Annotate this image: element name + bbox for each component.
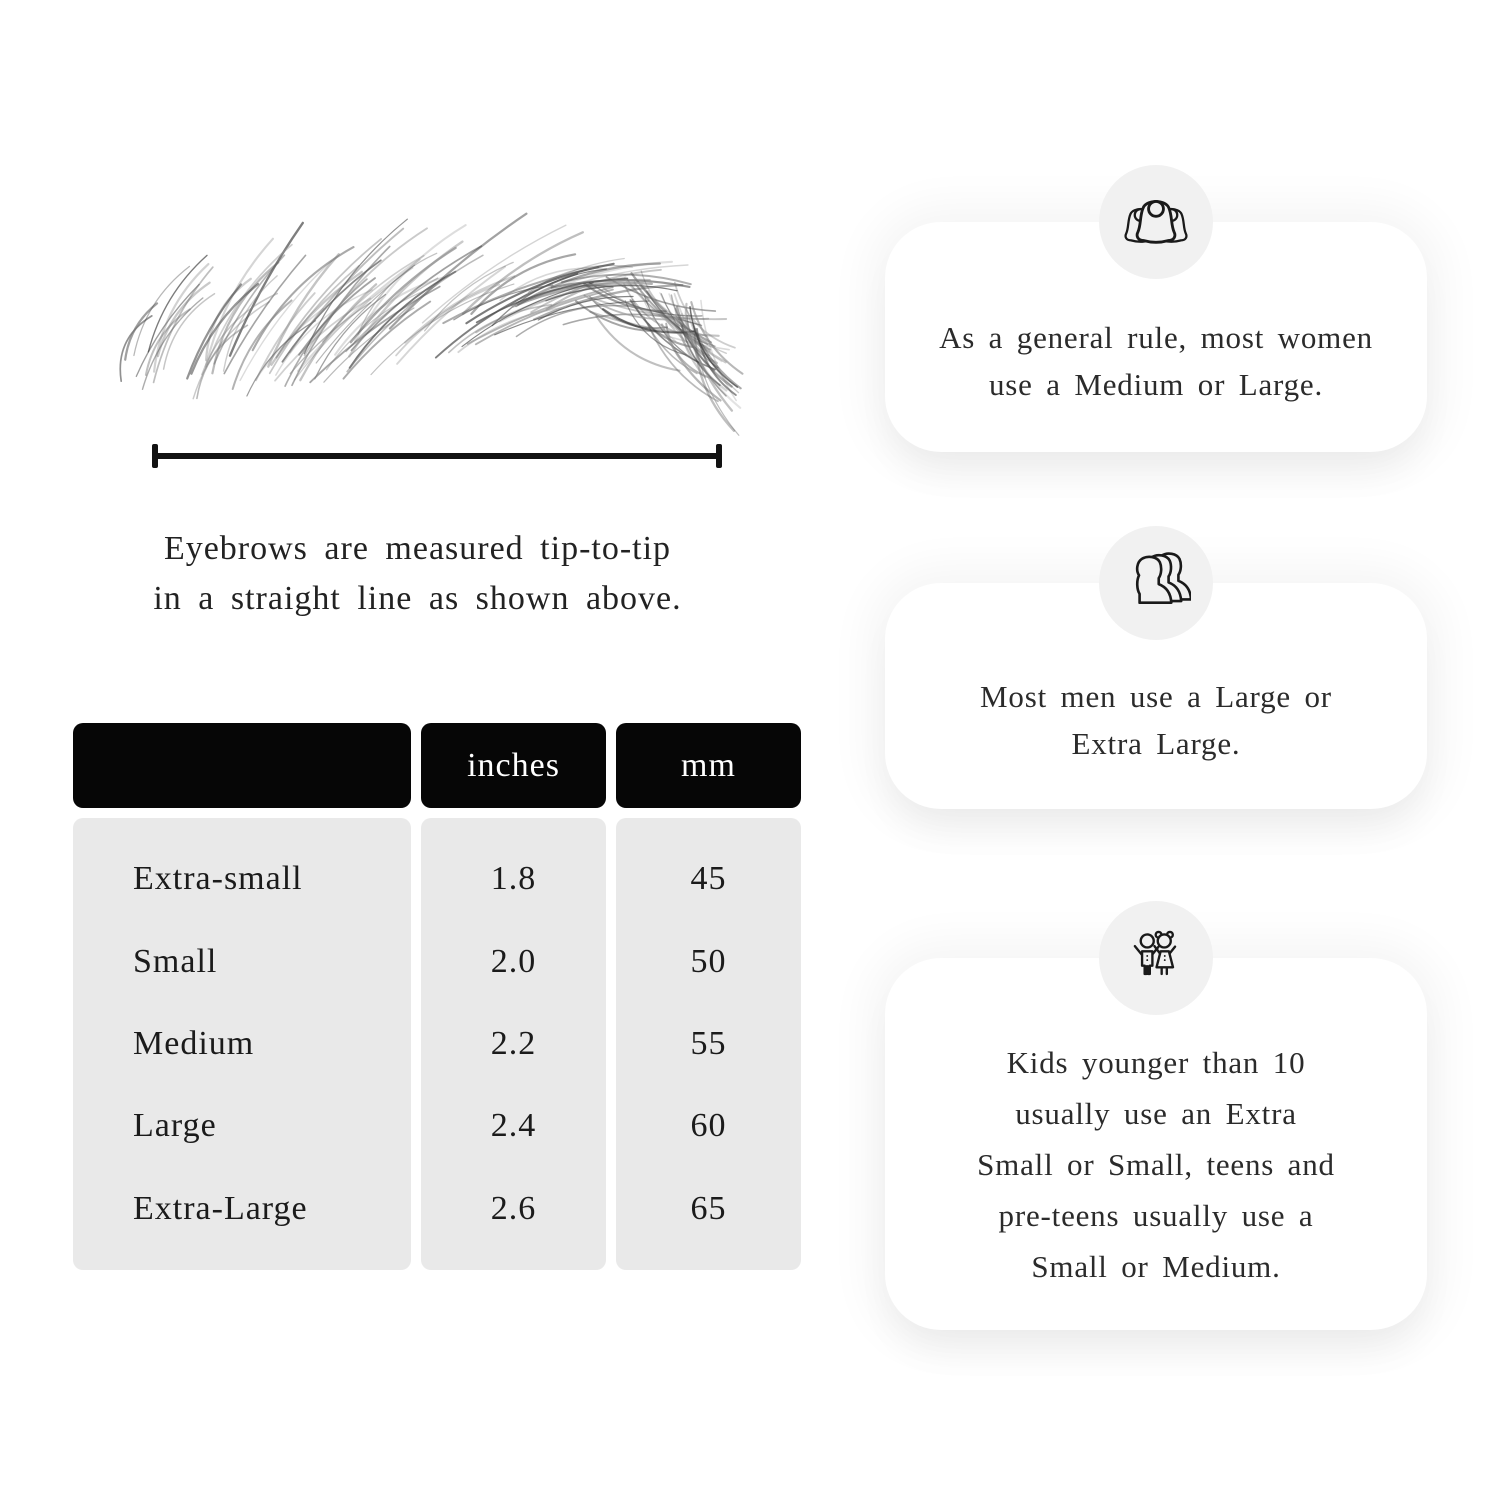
women-group-icon <box>1121 187 1191 257</box>
table-body <box>73 818 801 1270</box>
card-text-line: Extra Large. <box>1071 725 1241 761</box>
measurement-ruler <box>152 444 722 468</box>
card-text-line: Small or Small, teens and <box>977 1146 1335 1182</box>
size-label: Small <box>133 942 218 980</box>
ruler-line <box>158 453 716 459</box>
card-text-line: Small or Medium. <box>1031 1248 1281 1284</box>
eyebrow-illustration <box>108 242 740 467</box>
card-text-line: usually use an Extra <box>1015 1095 1297 1131</box>
icon-circle <box>1099 165 1213 279</box>
table-column-sizes <box>73 818 411 1270</box>
women-size-card <box>885 222 1427 452</box>
mm-value: 65 <box>690 1189 727 1227</box>
card-text-line: Kids younger than 10 <box>1006 1044 1306 1080</box>
men-size-card <box>885 583 1427 809</box>
size-label: Extra-Large <box>133 1189 308 1227</box>
header-cell-inches: inches <box>421 723 606 808</box>
table-header-row <box>73 723 801 808</box>
mm-value: 45 <box>690 860 727 898</box>
size-table <box>73 723 801 1270</box>
caption-line: in a straight line as shown above. <box>153 580 682 617</box>
card-text-line: Most men use a Large or <box>980 678 1332 714</box>
kids-icon <box>1123 925 1189 991</box>
ruler-right-tick <box>716 444 722 468</box>
header-cell-blank <box>73 723 411 808</box>
mm-value: 50 <box>690 942 727 980</box>
inches-value: 2.2 <box>490 1024 537 1062</box>
eyebrow-figure <box>108 242 740 467</box>
icon-circle <box>1099 901 1213 1015</box>
size-label: Medium <box>133 1024 255 1062</box>
inches-value: 2.6 <box>490 1189 537 1227</box>
men-group-icon <box>1121 548 1191 618</box>
inches-value: 2.4 <box>490 1107 537 1145</box>
size-label: Large <box>133 1107 217 1145</box>
size-label: Extra-small <box>133 860 303 898</box>
icon-circle <box>1099 526 1213 640</box>
card-text-line: use a Medium or Large. <box>988 366 1324 402</box>
card-text-line: As a general rule, most women <box>939 319 1373 355</box>
inches-value: 2.0 <box>490 942 537 980</box>
card-text-line: pre-teens usually use a <box>998 1197 1314 1233</box>
header-cell-mm: mm <box>616 723 801 808</box>
inches-value: 1.8 <box>490 860 537 898</box>
table-column-mm <box>616 818 801 1270</box>
kids-size-card <box>885 958 1427 1330</box>
mm-value: 55 <box>690 1024 727 1062</box>
caption-line: Eyebrows are measured tip-to-tip <box>163 530 672 567</box>
table-column-inches <box>421 818 606 1270</box>
mm-value: 60 <box>690 1107 727 1145</box>
measurement-caption <box>95 524 740 624</box>
